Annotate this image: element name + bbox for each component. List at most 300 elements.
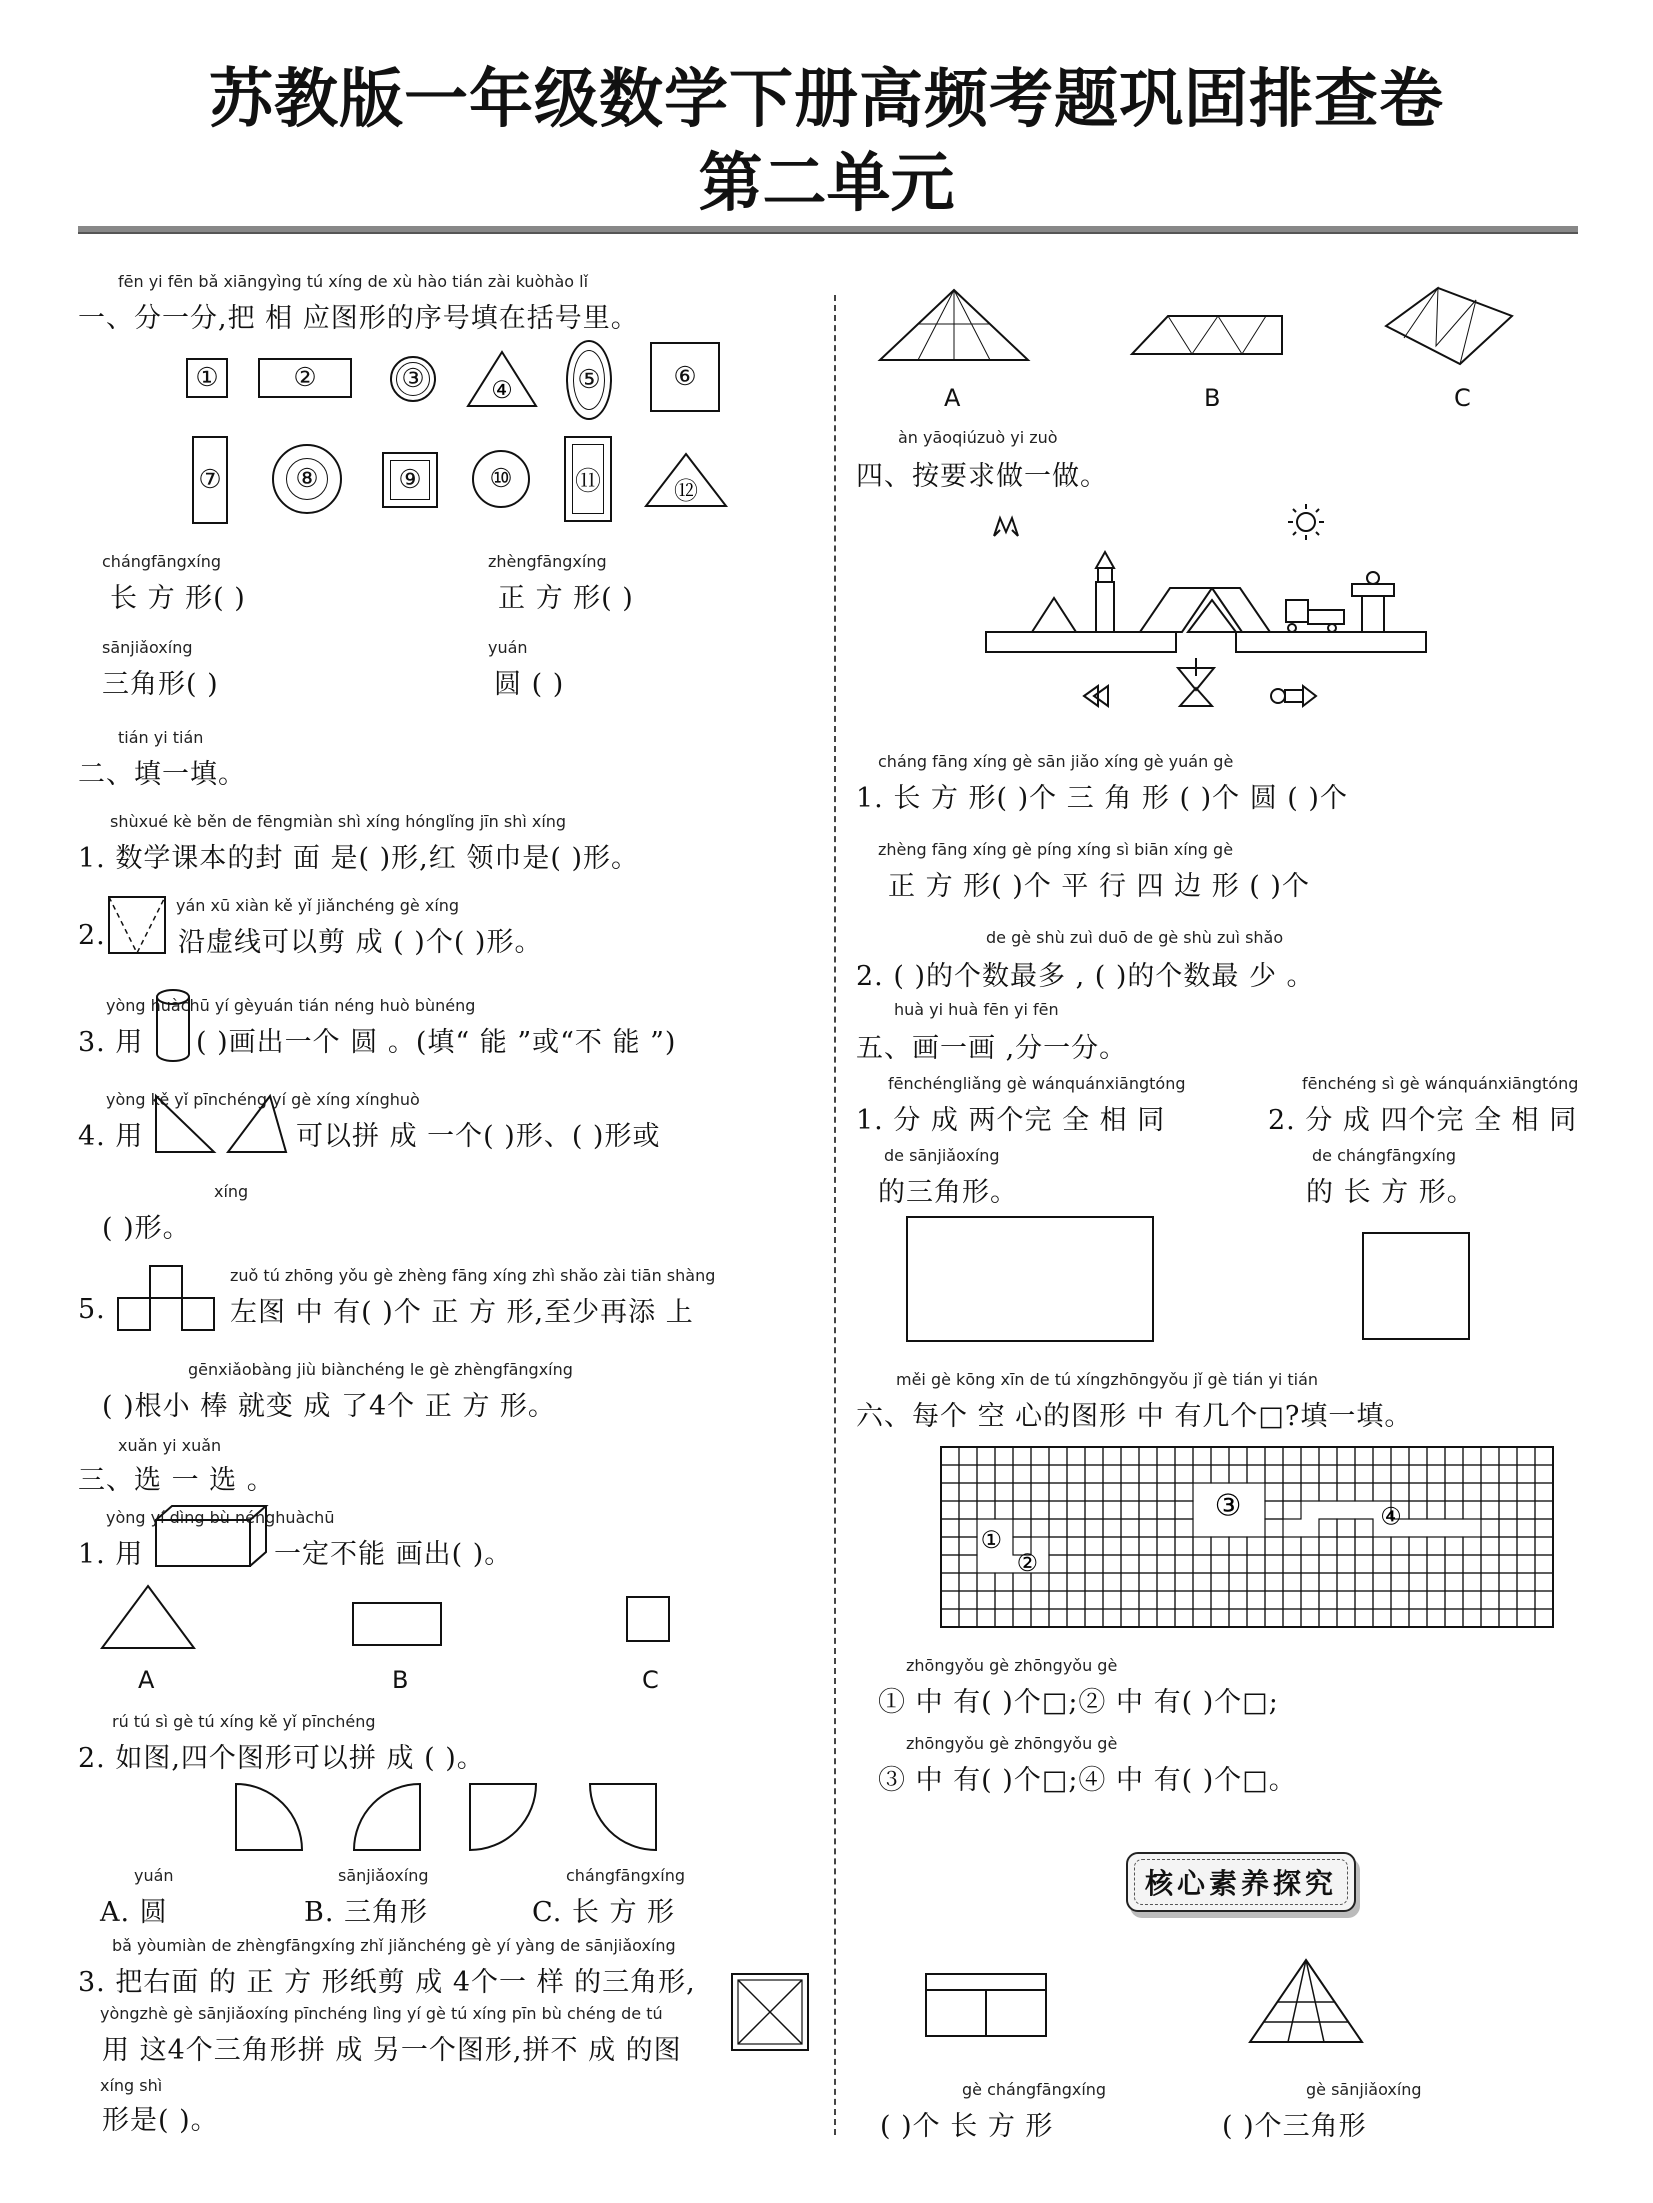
grid-cell [1427, 1483, 1445, 1501]
grid-cell [1319, 1573, 1337, 1591]
core-triangles-figure [1248, 1958, 1364, 2046]
grid-cell [1049, 1465, 1067, 1483]
grid-cell [1517, 1591, 1535, 1609]
grid-cell [1103, 1573, 1121, 1591]
grid-cell [941, 1501, 959, 1519]
grid-cell [1067, 1465, 1085, 1483]
grid-cell [1247, 1555, 1265, 1573]
grid-cell [1157, 1483, 1175, 1501]
grid-cell [959, 1501, 977, 1519]
s3-q1: 一定不能 画出( )。 [274, 1539, 513, 1570]
grid-cell [1229, 1555, 1247, 1573]
s2-q3: ( )画出一个 圆 。(填“ 能 ”或“不 能 ”) [196, 1027, 677, 1058]
grid-cell [1265, 1591, 1283, 1609]
grid-cell [1319, 1465, 1337, 1483]
s2-q5-pinyin: zuǒ tú zhōng yǒu gè zhèng fāng xíng zhì shǎo zài tiān shàng [230, 1266, 716, 1285]
grid-cell [1463, 1537, 1481, 1555]
grid-cell [1121, 1609, 1139, 1627]
grid-cell [1337, 1573, 1355, 1591]
s4-q1: 1. 长 方 形( )个 三 角 形 ( )个 圆 ( )个 [856, 783, 1348, 814]
grid-cell [1517, 1537, 1535, 1555]
grid-cell [1337, 1609, 1355, 1627]
grid-cell [1247, 1591, 1265, 1609]
s2-q5: 左图 中 有( )个 正 方 形,至少再添 上 [230, 1297, 694, 1328]
grid-cell [1013, 1483, 1031, 1501]
grid-cell [941, 1447, 959, 1465]
square-with-x-figure [730, 1972, 810, 2052]
grid-cell [1409, 1447, 1427, 1465]
grid-cell [1499, 1555, 1517, 1573]
grid-cell [1355, 1591, 1373, 1609]
grid-cell [1175, 1591, 1193, 1609]
s6-answer-1-2: ① 中 有( )个□;② 中 有( )个□; [878, 1687, 1279, 1718]
s6-answer-3-4: ③ 中 有( )个□;④ 中 有( )个□。 [878, 1765, 1297, 1796]
grid-cell [1283, 1465, 1301, 1483]
grid-cell [995, 1501, 1013, 1519]
grid-cell [1103, 1447, 1121, 1465]
grid-cell [1031, 1519, 1049, 1537]
grid-cell [1175, 1447, 1193, 1465]
grid-cell [1229, 1591, 1247, 1609]
s2-q4b-pinyin: xíng [214, 1182, 249, 1201]
grid-cell [1517, 1519, 1535, 1537]
grid-cell [1301, 1465, 1319, 1483]
s2-q1: 1. 数学课本的封 面 是( )形,红 领巾是( )形。 [78, 843, 639, 874]
grid-cell [1121, 1483, 1139, 1501]
core-badge-text: 核心素养探究 [1134, 1859, 1348, 1905]
grid-cell [1535, 1537, 1553, 1555]
grid-cell [1229, 1537, 1247, 1555]
grid-cell [1391, 1447, 1409, 1465]
grid-cell [1445, 1591, 1463, 1609]
figure-b-trapezoid [1130, 314, 1286, 358]
grid-cell [1121, 1537, 1139, 1555]
grid-cell [977, 1465, 995, 1483]
grid-cell [1427, 1573, 1445, 1591]
grid-cell [1229, 1465, 1247, 1483]
s5-q2-pinyin: fēnchéng sì gè wánquánxiāngtóng [1302, 1074, 1579, 1093]
column-divider [834, 295, 836, 2135]
grid-cell [1211, 1555, 1229, 1573]
grid-cell [1193, 1591, 1211, 1609]
grid-cell [1139, 1465, 1157, 1483]
option-c-square [626, 1596, 670, 1642]
grid-cell [1499, 1501, 1517, 1519]
grid-cell [1535, 1555, 1553, 1573]
grid-cell [1499, 1573, 1517, 1591]
grid-cell [1031, 1447, 1049, 1465]
shape-8-circle [272, 444, 342, 514]
core-t-pinyin: gè sānjiǎoxíng [1306, 2080, 1422, 2099]
grid-cell [1265, 1519, 1283, 1537]
grid-cell [1013, 1609, 1031, 1627]
num-label: ② [293, 363, 317, 393]
grid-cell [1103, 1555, 1121, 1573]
grid-cell [1445, 1483, 1463, 1501]
grid-cell [1337, 1537, 1355, 1555]
q-rect: 长 方 形( ) [110, 583, 246, 614]
grid-cell [977, 1573, 995, 1591]
s2-pinyin: tián yi tián [118, 728, 204, 747]
s2-q2-square-figure [108, 896, 166, 954]
grid-cell [1355, 1573, 1373, 1591]
num-label: ③ [401, 364, 425, 394]
grid-cell [1265, 1465, 1283, 1483]
grid-cell [1481, 1573, 1499, 1591]
grid-cell [1481, 1555, 1499, 1573]
grid-cell [1463, 1609, 1481, 1627]
q-rect-pinyin: chángfāngxíng [102, 552, 221, 571]
grid-cell [1031, 1483, 1049, 1501]
grid-cell [1463, 1555, 1481, 1573]
grid-cell [977, 1483, 995, 1501]
grid-cell [1067, 1609, 1085, 1627]
grid-cell [1013, 1591, 1031, 1609]
grid-cell [995, 1465, 1013, 1483]
cuboid-figure [154, 1504, 270, 1570]
grid-cell [1121, 1465, 1139, 1483]
grid-cell [1103, 1483, 1121, 1501]
grid-cell [977, 1591, 995, 1609]
grid-cell [1121, 1501, 1139, 1519]
num-label: ⑦ [198, 465, 222, 495]
num-label: ⑥ [673, 362, 697, 392]
s2-q5b: ( )根小 棒 就变 成 了4个 正 方 形。 [102, 1391, 556, 1422]
grid-cell [1499, 1519, 1517, 1537]
grid-cell [1535, 1501, 1553, 1519]
grid-cell [1355, 1447, 1373, 1465]
s6-pinyin: měi gè kōng xīn de tú xíngzhōngyǒu jǐ gè tián yi tián [896, 1370, 1319, 1389]
grid-cell [941, 1537, 959, 1555]
grid-cell [1103, 1591, 1121, 1609]
grid-cell [1517, 1609, 1535, 1627]
grid-cell [1445, 1609, 1463, 1627]
grid-cell [1337, 1591, 1355, 1609]
grid-cell [1229, 1573, 1247, 1591]
grid-cell [1499, 1591, 1517, 1609]
s2-q2: 沿虚线可以剪 成 ( )个( )形。 [178, 927, 543, 958]
grid-shape-marker: ④ [1380, 1502, 1402, 1531]
grid-cell [1427, 1501, 1445, 1519]
grid-cell [1139, 1519, 1157, 1537]
grid-cell [1517, 1483, 1535, 1501]
grid-cell [1013, 1501, 1031, 1519]
s2-q5b-pinyin: gēnxiǎobàng jiù biànchéng le gè zhèngfāngxíng [188, 1360, 573, 1379]
s4-pinyin: àn yāoqiúzuò yi zuò [898, 428, 1058, 447]
grid-cell [1373, 1555, 1391, 1573]
s3-q3: 3. 把右面 的 正 方 形纸剪 成 4个一 样 的三角形, [78, 1967, 696, 1998]
num-label: ⑨ [398, 465, 422, 495]
grid-cell [1157, 1591, 1175, 1609]
grid-cell [1085, 1483, 1103, 1501]
shape-7-rect [192, 436, 228, 524]
grid-cell [1481, 1537, 1499, 1555]
grid-cell [959, 1537, 977, 1555]
core-tri-count: ( )个三角形 [1222, 2111, 1367, 2142]
s3-option-b: B. 三角形 [304, 1897, 429, 1928]
s3-q3c-pinyin: xíng shì [100, 2076, 163, 2095]
grid-cell [1301, 1537, 1319, 1555]
s3-q3b: 用 这4个三角形拼 成 另一个图形,拼不 成 的图 [102, 2035, 682, 2066]
grid-cell [1013, 1465, 1031, 1483]
grid-cell [1085, 1591, 1103, 1609]
grid-cell [1067, 1483, 1085, 1501]
grid-cell [1175, 1555, 1193, 1573]
grid-cell [1337, 1555, 1355, 1573]
grid-cell [1391, 1609, 1409, 1627]
grid-cell [941, 1483, 959, 1501]
grid-cell [1337, 1483, 1355, 1501]
grid-cell [1229, 1447, 1247, 1465]
grid-cell [1103, 1465, 1121, 1483]
grid-cell [1247, 1573, 1265, 1591]
grid-cell [1265, 1537, 1283, 1555]
grid-cell [1445, 1555, 1463, 1573]
grid-cell [1445, 1447, 1463, 1465]
grid-cell [1337, 1519, 1355, 1537]
grid-shape-marker: ② [1016, 1549, 1039, 1578]
shape-5-oval [566, 340, 612, 420]
grid-cell [1373, 1609, 1391, 1627]
grid-cell [1265, 1609, 1283, 1627]
grid-cell [1409, 1609, 1427, 1627]
q-sq: 正 方 形( ) [498, 583, 634, 614]
grid-cell [1499, 1609, 1517, 1627]
grid-cell [1427, 1591, 1445, 1609]
s5-q1: 1. 分 成 两个完 全 相 同 [856, 1105, 1166, 1136]
s6-b-pinyin: zhōngyǒu gè zhōngyǒu gè [906, 1734, 1118, 1753]
grid-cell [995, 1573, 1013, 1591]
s5-q1-pinyin: fēnchéngliǎng gè wánquánxiāngtóng [888, 1074, 1186, 1093]
grid-cell [1409, 1465, 1427, 1483]
grid-cell [1121, 1573, 1139, 1591]
grid-cell [1391, 1465, 1409, 1483]
grid-cell [1337, 1465, 1355, 1483]
grid-cell [1193, 1447, 1211, 1465]
num-label: ⑫ [674, 477, 698, 505]
grid-cell [1283, 1555, 1301, 1573]
core-rect-count: ( )个 长 方 形 [880, 2111, 1054, 2142]
grid-cell [941, 1609, 959, 1627]
grid-cell [1085, 1555, 1103, 1573]
grid-cell [1139, 1591, 1157, 1609]
grid-cell [1103, 1519, 1121, 1537]
s3-b-pinyin: sānjiǎoxíng [338, 1866, 429, 1885]
grid-cell [1157, 1501, 1175, 1519]
grid-cell [1499, 1537, 1517, 1555]
grid-cell [1355, 1609, 1373, 1627]
num-label: ⑩ [489, 464, 513, 494]
grid-cell [1283, 1501, 1301, 1519]
s2-heading: 二、填一填。 [78, 759, 246, 790]
grid-cell [1265, 1501, 1283, 1519]
grid-cell [1157, 1573, 1175, 1591]
grid-cell [1319, 1555, 1337, 1573]
grid-cell [941, 1465, 959, 1483]
grid-cell [1373, 1573, 1391, 1591]
grid-cell [1175, 1483, 1193, 1501]
figure-a-triangle [878, 288, 1030, 364]
grid-cell [1481, 1501, 1499, 1519]
grid-cell [1085, 1573, 1103, 1591]
grid-cell [1499, 1465, 1517, 1483]
grid-cell [1049, 1501, 1067, 1519]
grid-cell [1157, 1555, 1175, 1573]
grid-cell [1193, 1573, 1211, 1591]
grid-cell [1085, 1537, 1103, 1555]
s5-heading: 五、画一画 ,分一分。 [856, 1033, 1128, 1064]
grid-cell [1211, 1465, 1229, 1483]
grid-cell [1139, 1609, 1157, 1627]
grid-cell [1283, 1591, 1301, 1609]
grid-cell [1481, 1591, 1499, 1609]
grid-cell [1031, 1501, 1049, 1519]
grid-cell [1175, 1537, 1193, 1555]
grid-cell [941, 1519, 959, 1537]
grid-cell [1211, 1447, 1229, 1465]
grid-cell [1535, 1465, 1553, 1483]
grid-cell [1175, 1519, 1193, 1537]
grid-cell [1517, 1465, 1535, 1483]
grid-cell [1193, 1537, 1211, 1555]
s2-q5-number: 5. [78, 1294, 106, 1325]
num-label: ⑪ [574, 466, 601, 497]
s6-a-pinyin: zhōngyǒu gè zhōngyǒu gè [906, 1656, 1118, 1675]
grid-cell [1535, 1573, 1553, 1591]
two-right-triangles [152, 1094, 288, 1154]
grid-cell [1049, 1447, 1067, 1465]
grid-cell [1067, 1555, 1085, 1573]
grid-cell [1049, 1555, 1067, 1573]
page-subtitle: 第二单元 [698, 147, 955, 221]
s4-q1b-pinyin: zhèng fāng xíng gè píng xíng sì biān xíng gè [878, 840, 1234, 859]
header-rule [78, 226, 1578, 234]
q-circ: 圆 ( ) [494, 669, 565, 700]
grid-cell [1211, 1609, 1229, 1627]
grid-cell [1031, 1609, 1049, 1627]
s5-q1b: 的三角形。 [878, 1177, 1018, 1208]
grid-cell [1427, 1609, 1445, 1627]
grid-cell [1427, 1537, 1445, 1555]
s2-q2-number: 2. [78, 920, 106, 951]
quarter-circles-figure [232, 1780, 672, 1854]
num-label: ④ [491, 376, 513, 404]
s4-q1b: 正 方 形( )个 平 行 四 边 形 ( )个 [888, 871, 1310, 902]
shape-2-rect [258, 358, 352, 398]
grid-cell [1175, 1501, 1193, 1519]
grid-cell [1409, 1591, 1427, 1609]
s5-q2b-pinyin: de chángfāngxíng [1312, 1146, 1457, 1165]
grid-cell [1157, 1519, 1175, 1537]
grid-cell [1031, 1465, 1049, 1483]
grid-shape-marker: ③ [1214, 1488, 1242, 1524]
option-a-triangle [100, 1584, 196, 1650]
grid-cell [1301, 1447, 1319, 1465]
grid-cell [1211, 1537, 1229, 1555]
grid-cell [1193, 1609, 1211, 1627]
grid-cell [1481, 1465, 1499, 1483]
grid-cell [941, 1555, 959, 1573]
grid-cell [1013, 1519, 1031, 1537]
grid-cell [1265, 1447, 1283, 1465]
grid-cell [1067, 1537, 1085, 1555]
grid-cell [1373, 1465, 1391, 1483]
grid-cell [1265, 1483, 1283, 1501]
s3-q2-pinyin: rú tú sì gè tú xíng kě yǐ pīnchéng [112, 1712, 376, 1731]
s4-heading: 四、按要求做一做。 [856, 461, 1108, 492]
grid-cell [941, 1573, 959, 1591]
grid-cell [1481, 1483, 1499, 1501]
grid-cell [941, 1591, 959, 1609]
grid-cell [1445, 1537, 1463, 1555]
grid-cell [1049, 1573, 1067, 1591]
s2-q3-pinyin: yòng huàchū yí gèyuán tián néng huò bùnéng [106, 996, 476, 1015]
q-tri-pinyin: sānjiǎoxíng [102, 638, 193, 657]
grid-cell [1211, 1591, 1229, 1609]
q-circ-pinyin: yuán [488, 638, 528, 657]
grid-cell [1445, 1465, 1463, 1483]
grid-cell [1139, 1447, 1157, 1465]
grid-cell [1409, 1555, 1427, 1573]
grid-cell [959, 1609, 977, 1627]
s3-q3c: 形是( )。 [102, 2105, 219, 2136]
grid-cell [1121, 1447, 1139, 1465]
s4-q2-pinyin: de gè shù zuì duō de gè shù zuì shǎo [986, 928, 1284, 947]
cylinder-figure [154, 988, 192, 1064]
s2-q4-number: 4. 用 [78, 1121, 144, 1152]
grid-cell [959, 1573, 977, 1591]
grid-cell [1085, 1465, 1103, 1483]
grid-cell [995, 1591, 1013, 1609]
grid-cell [977, 1447, 995, 1465]
grid-cell [1175, 1573, 1193, 1591]
grid-cell [1373, 1591, 1391, 1609]
grid-cell [1031, 1591, 1049, 1609]
grid-cell [1049, 1519, 1067, 1537]
grid-cell [1337, 1447, 1355, 1465]
grid-cell [959, 1447, 977, 1465]
s5-pinyin: huà yi huà fēn yi fēn [894, 1000, 1059, 1019]
grid-cell [1067, 1573, 1085, 1591]
grid-cell [1463, 1483, 1481, 1501]
shape-1-square [186, 358, 228, 398]
s3-option-c: C. 长 方 形 [532, 1897, 676, 1928]
grid-cell [1463, 1501, 1481, 1519]
grid-cell [1067, 1447, 1085, 1465]
grid-cell [1193, 1555, 1211, 1573]
grid-cell [1121, 1591, 1139, 1609]
shape-6-square [650, 342, 720, 412]
s5-q2: 2. 分 成 四个完 全 相 同 [1268, 1105, 1578, 1136]
grid-cell [959, 1465, 977, 1483]
grid-shape-marker: ① [980, 1525, 1003, 1554]
grid-cell [959, 1483, 977, 1501]
grid-cell [1283, 1537, 1301, 1555]
option-c-label: C [642, 1666, 659, 1694]
grid-cell [1481, 1519, 1499, 1537]
grid-cell [1085, 1447, 1103, 1465]
grid-cell [1139, 1573, 1157, 1591]
grid-cell [1247, 1465, 1265, 1483]
s3-q3-pinyin: bǎ yòumiàn de zhèngfāngxíng zhǐ jiǎnchéng gè yí yàng de sānjiǎoxíng [112, 1936, 676, 1955]
option-b-label: B [392, 1666, 409, 1694]
shape-10-circle [472, 450, 530, 508]
grid-cell [1103, 1537, 1121, 1555]
grid-cell [1391, 1573, 1409, 1591]
q-sq-pinyin: zhèngfāngxíng [488, 552, 607, 571]
grid-cell [1157, 1447, 1175, 1465]
s3-q1-number: 1. 用 [78, 1539, 144, 1570]
